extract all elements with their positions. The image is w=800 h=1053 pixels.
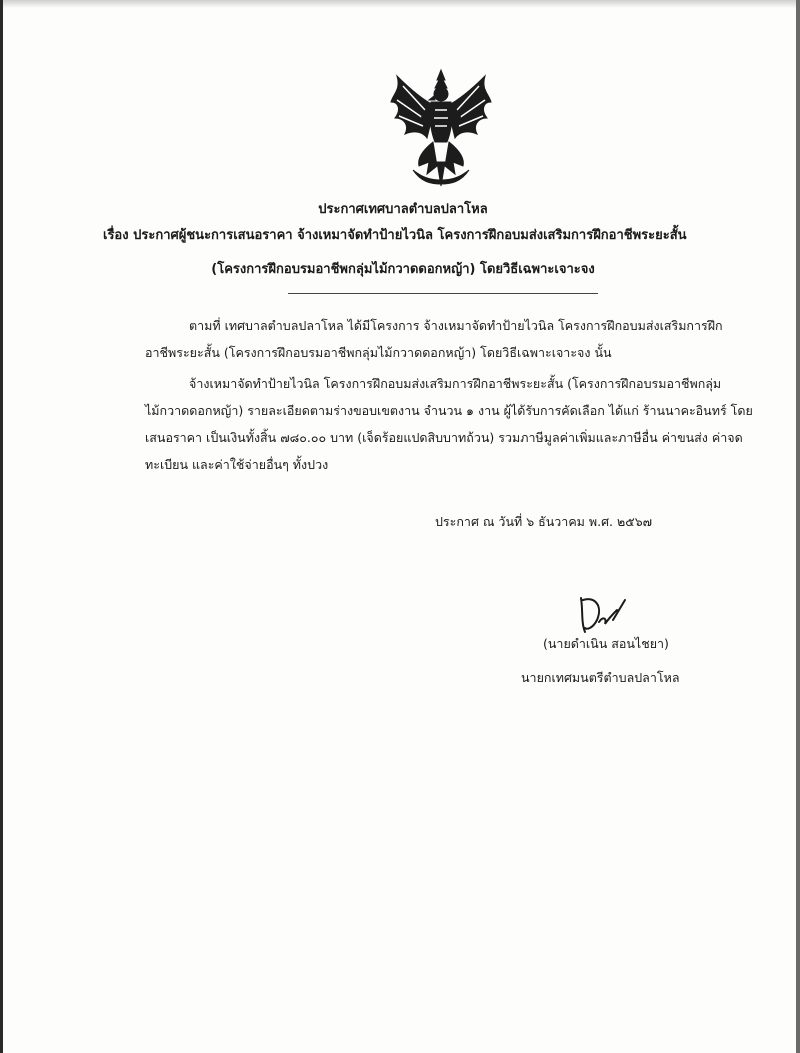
signatory-position: นายกเทศมนตรีตำบลปลาโหล: [521, 670, 680, 685]
divider-line: [288, 293, 598, 294]
garuda-emblem-icon: [383, 66, 499, 188]
signatory-name: (นายดำเนิน สอนไชยา): [543, 636, 669, 651]
issuer-title: ประกาศเทศบาลตำบลปลาโหล: [318, 202, 488, 217]
paragraph-2-line-2: ไม้กวาดดอกหญ้า) รายละเอียดตามร่างขอบเขตงาน จำนวน ๑ งาน ผู้ได้รับการคัดเลือก ได้แก่ ร้านนาคะอินทร์ โดย: [145, 403, 753, 418]
announcement-date: ประกาศ ณ วันที่ ๖ ธันวาคม พ.ศ. ๒๕๖๗: [435, 514, 653, 529]
paragraph-2-line-1: จ้างเหมาจัดทำป้ายไวนิล โครงการฝึกอบมส่งเสริมการฝึกอาชีพระยะสั้น (โครงการฝึกอบรมอาชีพกลุ่ม: [189, 376, 722, 391]
scan-shadow: [3, 0, 796, 8]
paragraph-1-line-1: ตามที่ เทศบาลตำบลปลาโหล ได้มีโครงการ จ้างเหมาจัดทำป้ายไวนิล โครงการฝึกอบมส่งเสริมการฝึก: [189, 318, 723, 333]
subject-line: เรื่อง ประกาศผู้ชนะการเสนอราคา จ้างเหมาจัดทำป้ายไวนิล โครงการฝึกอบมส่งเสริมการฝึกอาชีพระยะสั้น: [103, 228, 687, 243]
subject-line-continued: (โครงการฝึกอบรมอาชีพกลุ่มไม้กวาดดอกหญ้า) โดยวิธีเฉพาะเจาะจง: [211, 262, 595, 277]
paragraph-2-line-4: ทะเบียน และค่าใช้จ่ายอื่นๆ ทั้งปวง: [145, 457, 329, 472]
paragraph-1-line-2: อาชีพระยะสั้น (โครงการฝึกอบรมอาชีพกลุ่มไม้กวาดดอกหญ้า) โดยวิธีเฉพาะเจาะจง นั้น: [145, 345, 612, 360]
paragraph-2-line-3: เสนอราคา เป็นเงินทั้งสิ้น ๗๘๐.๐๐ บาท (เจ็ดร้อยแปดสิบบาทถ้วน) รวมภาษีมูลค่าเพิ่มและภาษีอื่น ค่าขนส่ง ค่าจด: [145, 430, 743, 445]
